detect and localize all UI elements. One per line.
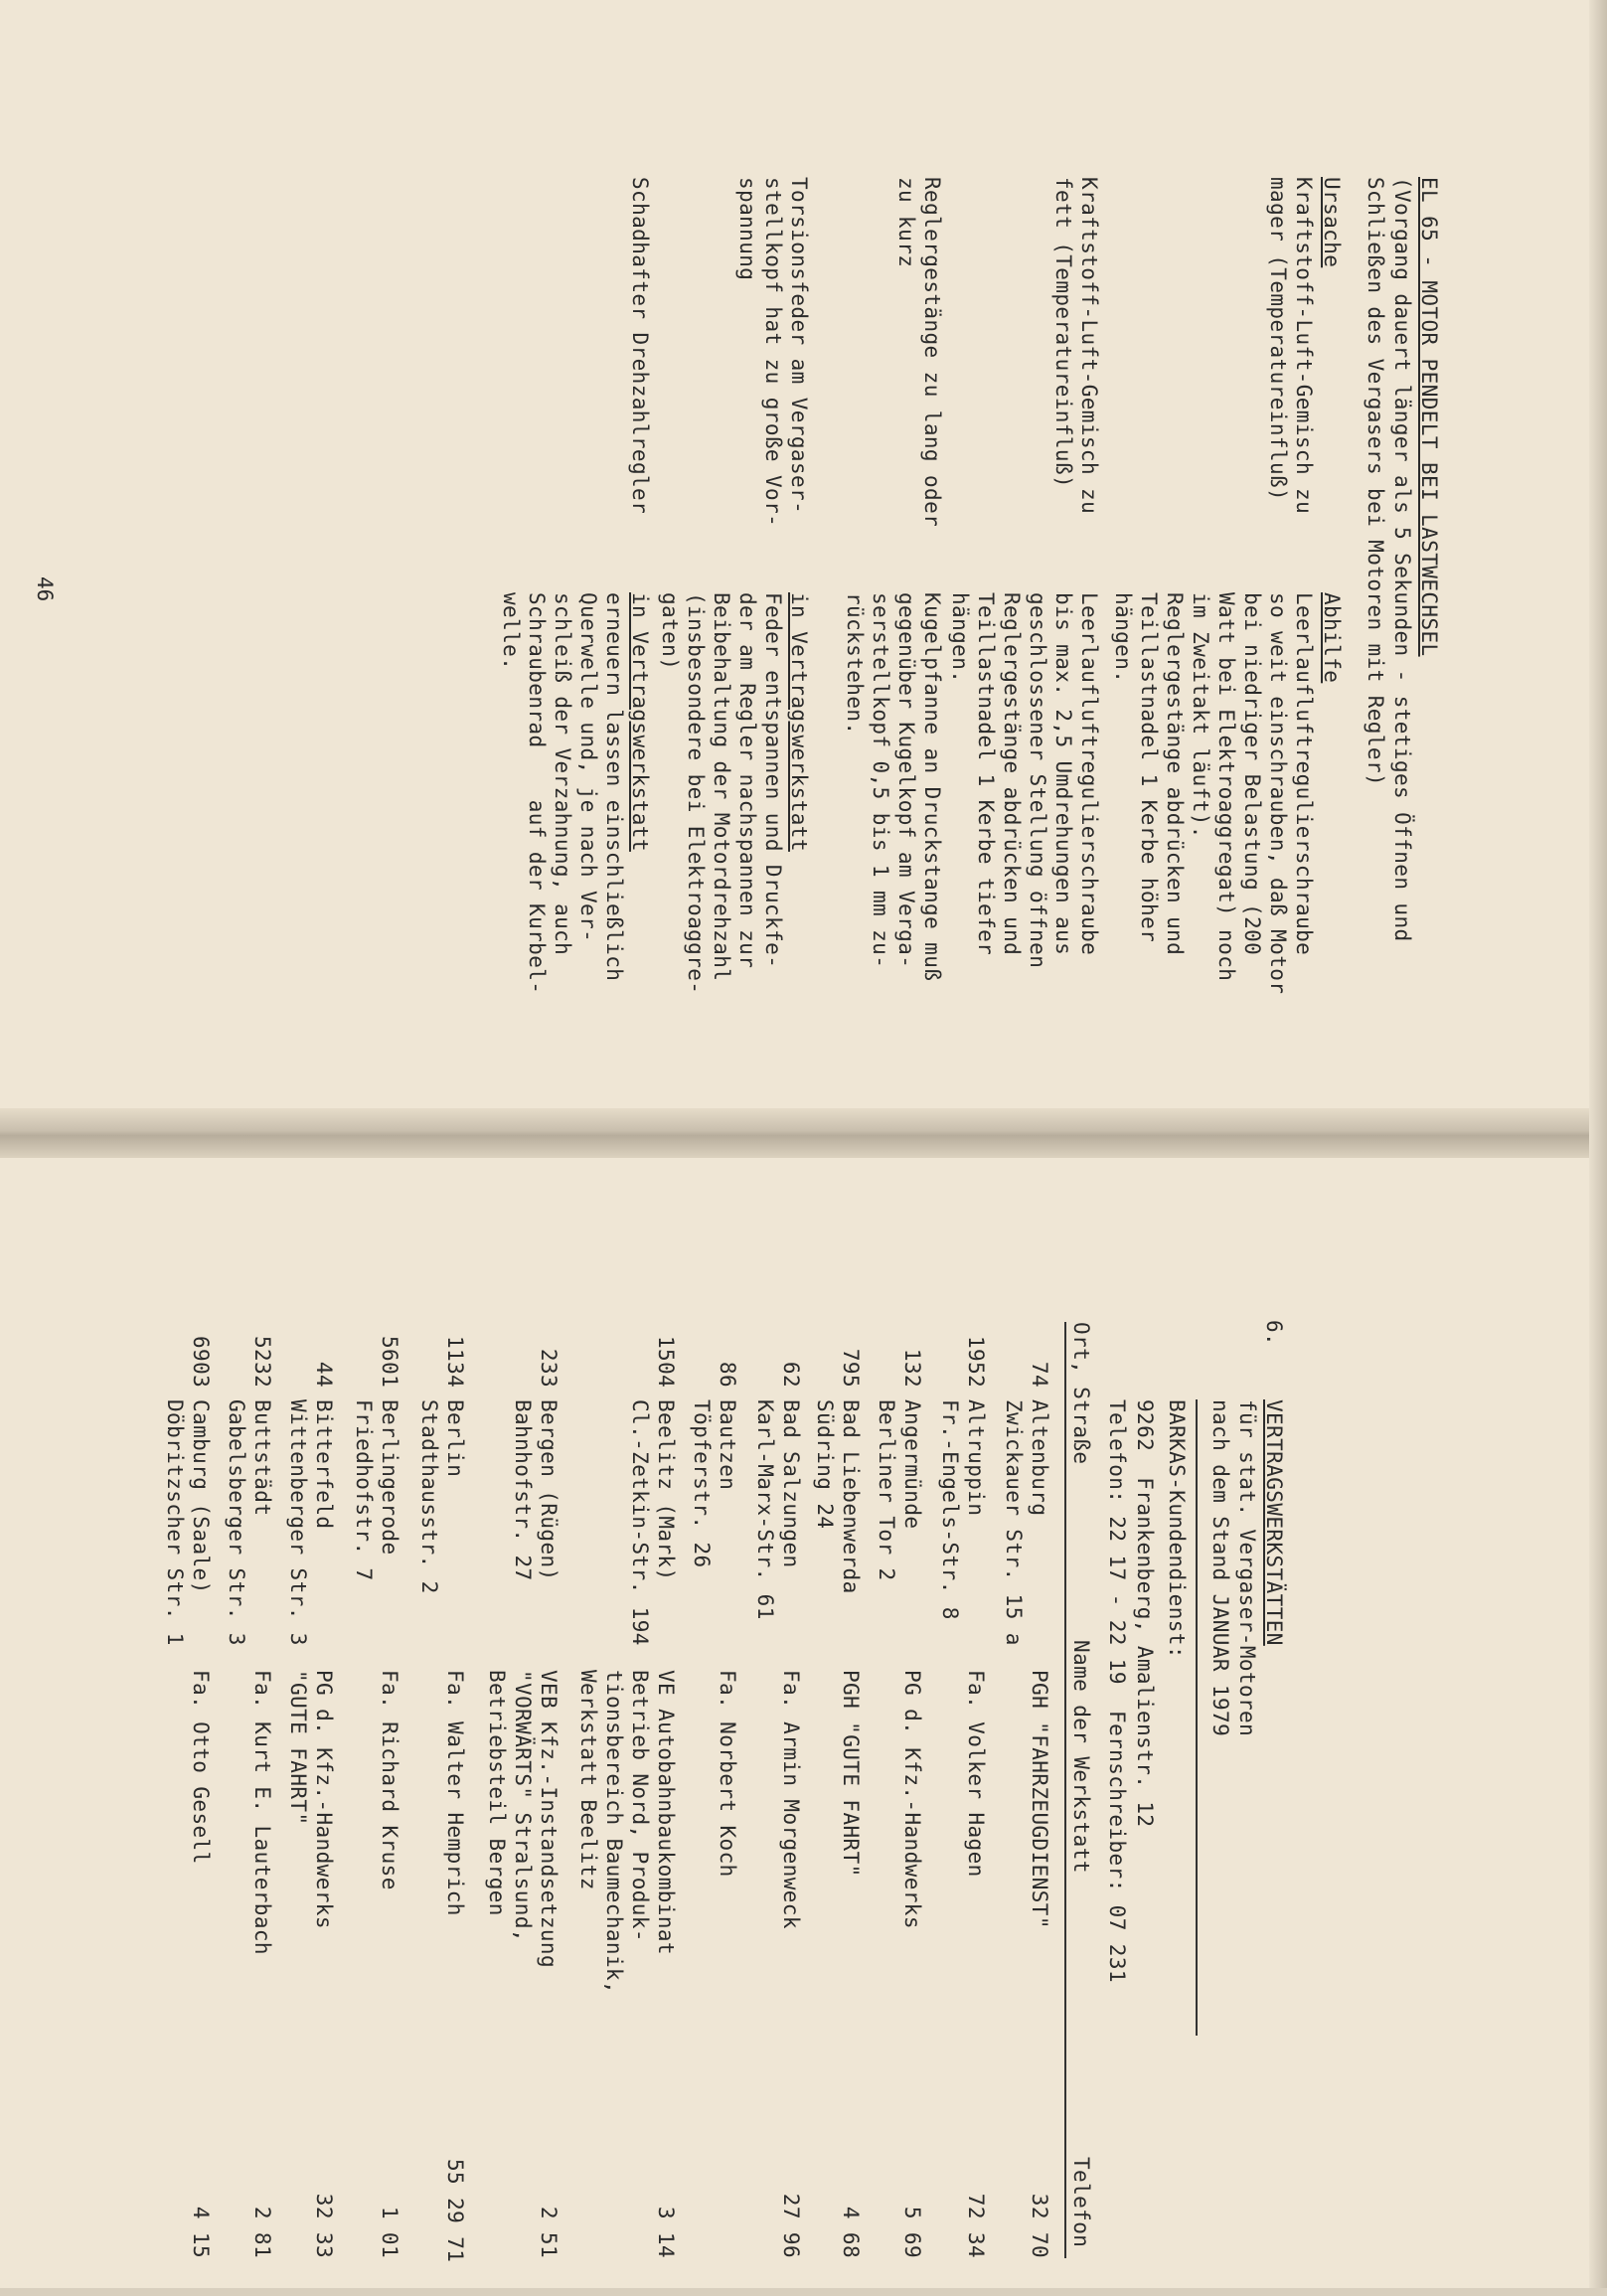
section-heading: EL 65 - MOTOR PENDELT BEI LASTWECHSEL [1417,177,1441,657]
remedy-cell: in Vertragswerkstatt Feder entspannen und Druckfe- der am Regler nachspannen zur Beibehaltung der Motordrehzahl (insbesondere bei Elektroaggre- gaten) [658,592,811,995]
column-header-place: Ort, Straße [1069,1322,1093,1465]
table-row: 86 Bautzen Töpferstr. 26 Fa. Norbert Koch [690,1361,739,1878]
column-header-name: Name der Werkstatt [1069,1640,1093,1874]
title-rule [1196,1399,1198,2036]
header-rule [1064,1322,1066,2258]
section-subheading-2: Schließen des Vergasers bei Motoren mit Regler) [1364,177,1387,787]
service-address: 9262 Frankenberg, Amalienstr. 12 [1133,1399,1157,1828]
page-6-workshops [0,1163,1607,2296]
table-row: 132 Angermünde Berliner Tor 2 PG d. Kfz.-Handwerks 5 69 [875,1348,924,2258]
table-row: 1952 Altruppin Fr.-Engels-Str. 8 Fa. Volker Hagen 72 34 [938,1336,988,2258]
remedy-cell: Leerlaufluftregulierschraube so weit einschrauben, daß Motor bei niedriger Belastung (200 Watt bei Elektroaggregat) noch im Zweitakt läuft). Reglergestänge abdrücken und Teillastnadel 1 Kerbe höher hängen. [1111,592,1316,995]
table-row: 62 Bad Salzungen Karl-Marx-Str. 61 Fa. Armin Morgenweck 27 96 [753,1361,803,2258]
cause-cell: Kraftstoff-Luft-Gemisch zu fett (Temperatureinfluß) [1051,177,1101,515]
table-row: 1504 Beelitz (Mark) Cl.-Zetkin-Str. 194 VE Autobahnbaukombinat Betrieb Nord, Produk- tionsbereich Baumechanik, Werkstatt Beelitz 3 14 [576,1336,678,2258]
chapter-number: 6. [1262,1320,1286,1347]
remedy-cell: Leerlaufluftregulierschraube bis max. 2,5 Umdrehungen aus geschlossener Stellung öffnen Reglergestänge abdrücken und Teillastnadel 1 Kerbe tiefer hängen. [948,592,1101,969]
table-row: 74 Altenburg Zwickauer Str. 15 a PGH "FAHRZEUGDIENST" 32 70 [993,1163,1052,2296]
remedy-cell: in Vertragswerkstatt erneuern lassen einschließlich Querwelle und, je nach Ver- schleiß der Verzahnung, auch Schraubenrad auf der Kurbel- welle. [499,592,652,995]
page-number: 46 [33,576,57,602]
column-header-cause: Ursache [1320,177,1344,268]
table-row: 5232 Buttstädt Gabelsberger Str. 3 Fa. Kurt E. Lauterbach 2 81 [225,1336,274,2258]
table-row: 795 Bad Liebenwerda Südring 24 PGH "GUTE FAHRT" 4 68 [813,1348,863,2258]
workshops-subtitle-1: für stat. Vergaser-Motoren [1235,1399,1259,1737]
page-46 [0,0,1607,1123]
table-row: 233 Bergen (Rügen) Bahnhofstr. 27 VEB Kfz.-Instandsetzung "VORWÄRTS" Stralsund, Betriebsteil Bergen 2 51 [485,1348,561,2258]
postcode: 74 [1028,1361,1051,1388]
workshops-title: VERTRAGSWERKSTÄTTEN [1262,1399,1286,1646]
table-row: 5601 Berlingerode Friedhofstr. 7 Fa. Richard Kruse 1 01 [352,1336,402,2258]
cause-cell: Kraftstoff-Luft-Gemisch zu mager (Temperatureinfluß) [1266,177,1316,515]
cause-cell: Reglergestänge zu lang oder zu kurz [894,177,944,528]
column-header-phone: Telefon [1069,2157,1093,2248]
phone: 32 70 [1028,2193,1051,2258]
workshops-subtitle-2: nach dem Stand JANUAR 1979 [1208,1399,1232,1737]
table-row: 1134 Berlin Stadthausstr. 2 Fa. Walter Hemprich 55 29 71 [417,1336,467,2263]
remedy-cell: Kugelpfanne an Druckstange muß gegenüber Kugelkopf am Verga- serstellkopf 0,5 bis 1 mm zu- rückstehen. [843,592,944,982]
service-title: BARKAS-Kundendienst: [1165,1399,1189,1659]
table-row: 6903 Camburg (Saale) Döbritzscher Str. 1 Fa. Otto Gesell 4 15 [163,1336,213,2258]
section-subheading-1: (Vorgang dauert länger als 5 Sekunden - stetiges Öffnen und [1390,177,1414,942]
table-row: 44 Bitterfeld Wittenberger Str. 3 PG d. Kfz.-Handwerks "GUTE FAHRT" 32 33 [286,1361,336,2258]
service-phone: Telefon: 22 17 - 22 19 Fernschreiber: 07 231 [1105,1399,1129,1983]
cause-cell: Schadhafter Drehzahlregler [628,177,652,515]
cause-cell: Torsionsfeder am Vergaser- stellkopf hat zu große Vor- spannung [735,177,811,528]
column-header-remedy: Abhilfe [1320,592,1344,684]
